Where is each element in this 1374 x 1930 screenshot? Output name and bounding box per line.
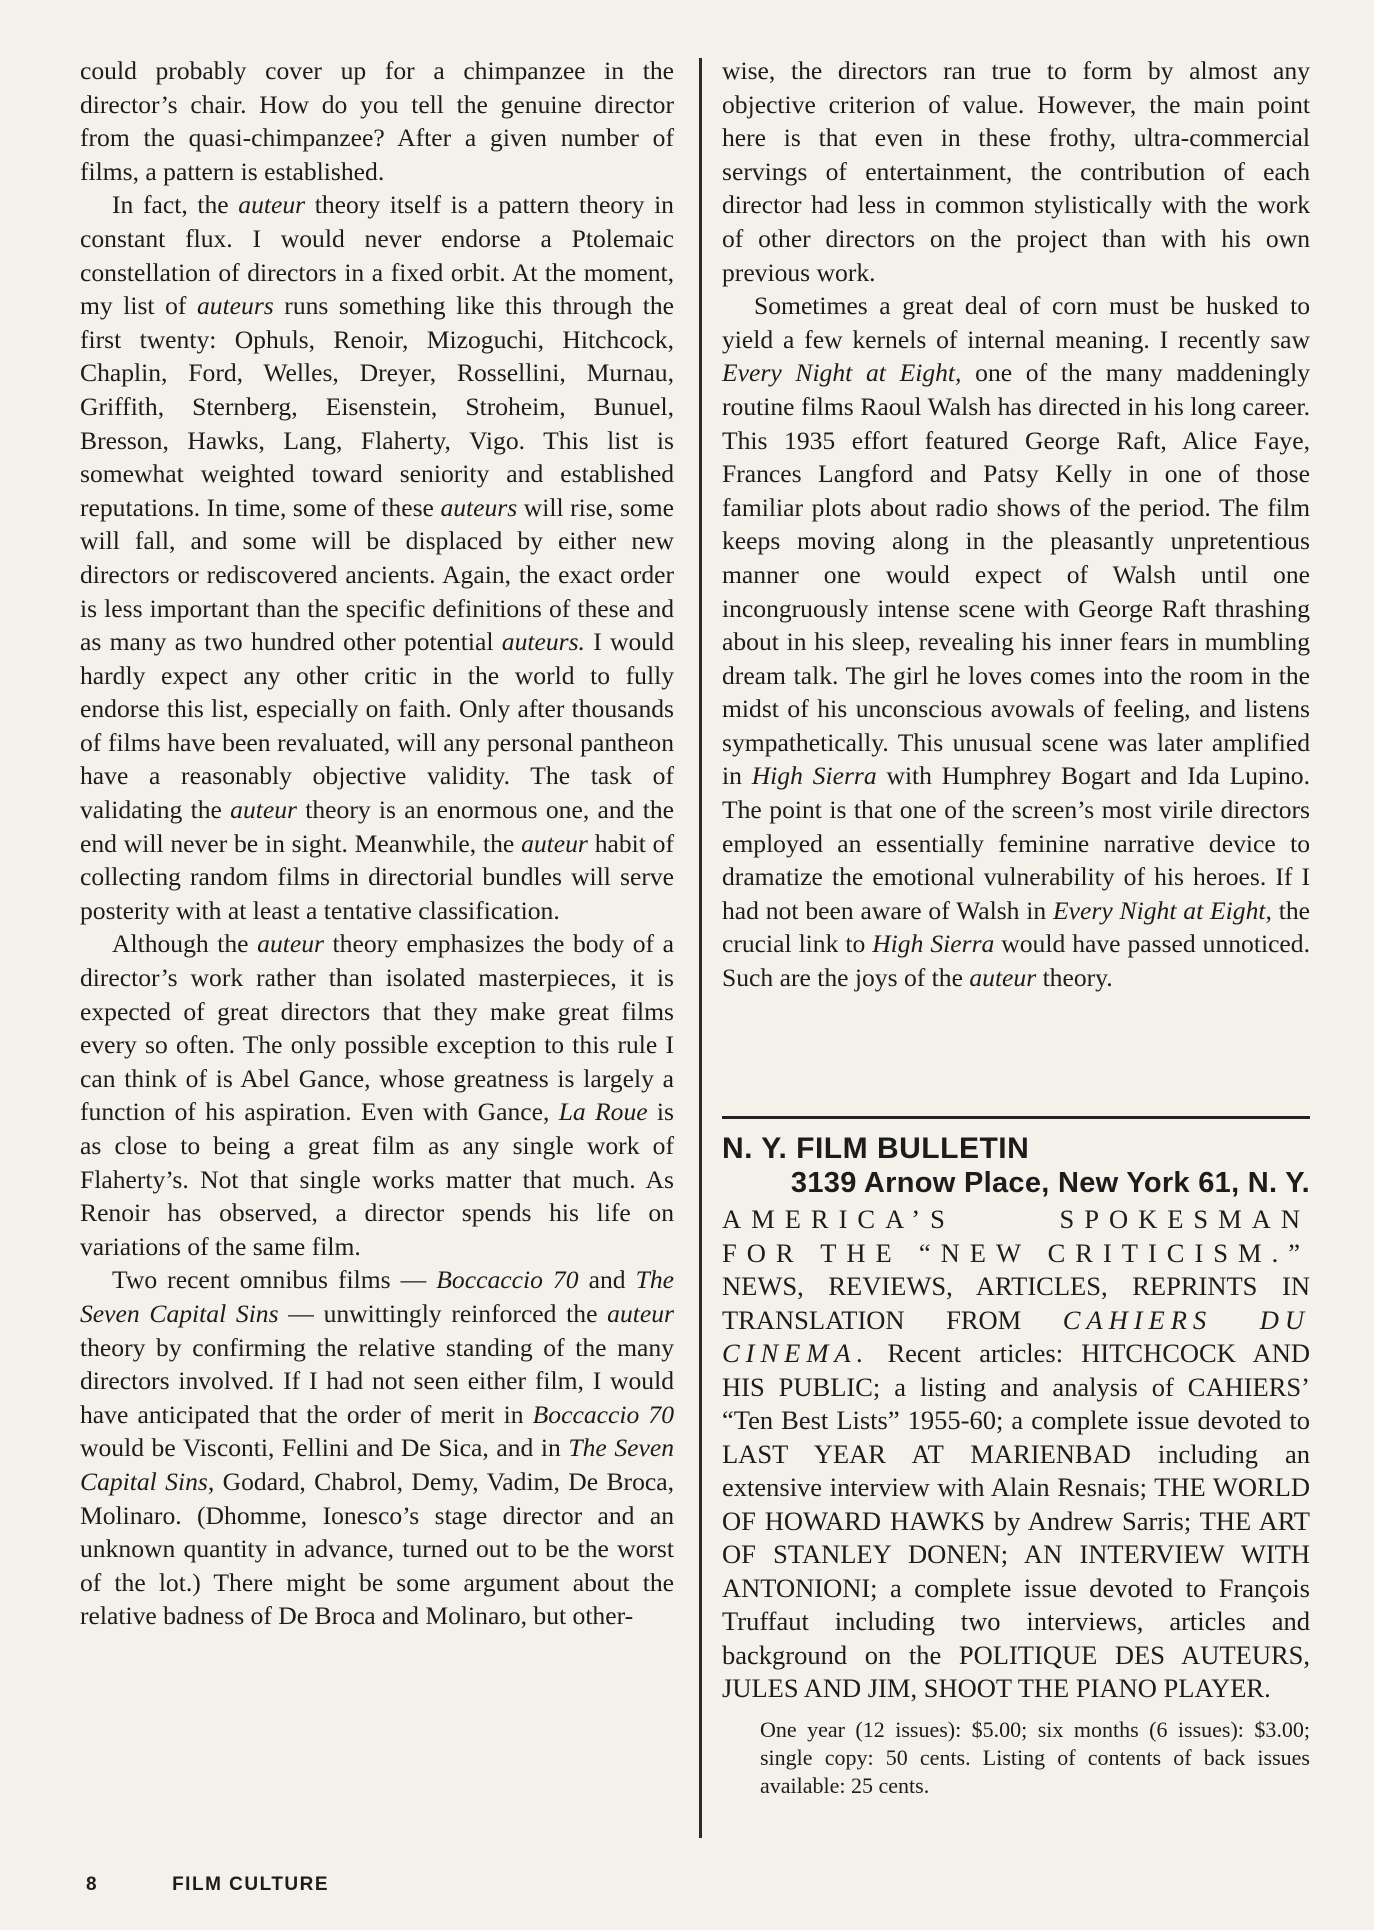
ad-title: N. Y. FILM BULLETIN [722,1132,1030,1165]
advertisement [722,1116,1310,1800]
page-footer [86,1874,329,1896]
ad-top-rule [722,1116,1310,1119]
ad-tagline: AMERICA’S SPOKESMAN FOR THE “NEW CRITICISM.” [722,1204,1310,1268]
paragraph: Sometimes a great deal of corn must be husked to yield a few kernels of internal meaning. I recently saw Every Night at Eight, one of the many maddeningly routine films Raoul Walsh has directed in his long career. This 1935 effort featured George Raft, Alice Faye, Frances Langford and Patsy Kelly in one of those familiar plots about radio shows of the period. The film keeps moving along in the pleasantly unpretentious manner one would expect of Walsh until one incongruously intense scene with George Raft thrashing about in his sleep, revealing his inner fears in mumbling dream talk. The girl he loves comes into the room in the midst of his unconscious avowals of feeling, and listens sympathetically. This unusual scene was later amplified in High Sierra with Humphrey Bogart and Ida Lupino. The point is that one of the screen’s most virile directors employed an essentially feminine narrative device to dramatize the emotional vulnerability of his heroes. If I had not been aware of Walsh in Every Night at Eight, the crucial link to High Sierra would have passed unnoticed. Such are the joys of the auteur theory. [722,291,1310,993]
article-column-left [80,54,674,1633]
column-divider [699,58,702,1838]
paragraph: wise, the directors ran true to form by almost any objective criterion of value. However, the main point here is that even in these frothy, ultra-commercial servings of entertainment, the contribution of each director had less in common stylistically with the work of other directors on the project than with his own previous work. [722,56,1310,287]
ad-body: AMERICA’S SPOKESMAN FOR THE “NEW CRITICISM.” NEWS, REVIEWS, ARTICLES, REPRINTS IN TRANSLATION FROM CAHIERS DU CINEMA. Recent articles: HITCHCOCK AND HIS PUBLIC; a listing and analysis of CAHIERS’ “Ten Best Lists” 1955-60; a complete issue devoted to LAST YEAR AT MARIENBAD including an extensive interview with Alain Resnais; THE WORLD OF HOWARD HAWKS by Andrew Sarris; THE ART OF STANLEY DONEN; AN INTERVIEW WITH ANTONIONI; a complete issue devoted to François Truffaut including two interviews, articles and background on the POLITIQUE DES AUTEURS, JULES AND JIM, SHOOT THE PIANO PLAYER. [722,1204,1310,1703]
article-column-right [722,54,1310,995]
paragraph: Although the auteur theory emphasizes the body of a director’s work rather than isolated masterpieces, it is expected of great directors that they make great films every so often. The only possible exception to this rule I can think of is Abel Gance, whose greatness is largely a function of his aspiration. Even with Gance, La Roue is as close to being a great film as any single work of Flaherty’s. Not that single works matter that much. As Renoir has observed, a director spends his life on variations of the same film. [80,929,674,1261]
paragraph: Two recent omnibus films — Boccaccio 70 and The Seven Capital Sins — unwittingly reinforced the auteur theory by confirming the relative standing of the many directors involved. If I had not seen either film, I would have anticipated that the order of merit in Boccaccio 70 would be Visconti, Fellini and De Sica, and in The Seven Capital Sins, Godard, Chabrol, Demy, Vadim, De Broca, Molinaro. (Dhomme, Ionesco’s stage director and an unknown quantity in advance, turned out to be the worst of the lot.) There might be some argument about the relative badness of De Broca and Molinaro, but other- [80,1265,674,1631]
ad-address: 3139 Arnow Place, New York 61, N. Y. [790,1167,1310,1199]
publication-name: FILM CULTURE [172,1874,330,1895]
page-number: 8 [86,1874,99,1895]
cahiers-title: CAHIERS DU CINEMA. [722,1304,1310,1368]
ad-pricing: One year (12 issues): $5.00; six months (6 issues): $3.00; single copy: 50 cents. Listing of contents of back issues available: 25 cents. [760,1716,1310,1798]
paragraph: In fact, the auteur theory itself is a pattern theory in constant flux. I would never endorse a Ptolemaic constellation of directors in a fixed orbit. At the moment, my list of auteurs runs something like this through the first twenty: Ophuls, Renoir, Mizoguchi, Hitchcock, Chaplin, Ford, Welles, Dreyer, Rossellini, Murnau, Griffith, Sternberg, Eisenstein, Stroheim, Bunuel, Bresson, Hawks, Lang, Flaherty, Vigo. This list is somewhat weighted toward seniority and established reputations. In time, some of these auteurs will rise, some will fall, and some will be displaced by either new directors or rediscovered ancients. Again, the exact order is less important than the specific definitions of these and as many as two hundred other potential auteurs. I would hardly expect any other critic in the world to fully endorse this list, especially on faith. Only after thousands of films have been revaluated, will any personal pantheon have a reasonably objective validity. The task of validating the auteur theory is an enormous one, and the end will never be in sight. Meanwhile, the auteur habit of collecting random films in directorial bundles will serve posterity with at least a tentative classification. [80,190,674,925]
paragraph: could probably cover up for a chimpanzee in the director’s chair. How do you tell the genuine director from the quasi-chimpanzee? After a given number of films, a pattern is established. [80,56,674,186]
